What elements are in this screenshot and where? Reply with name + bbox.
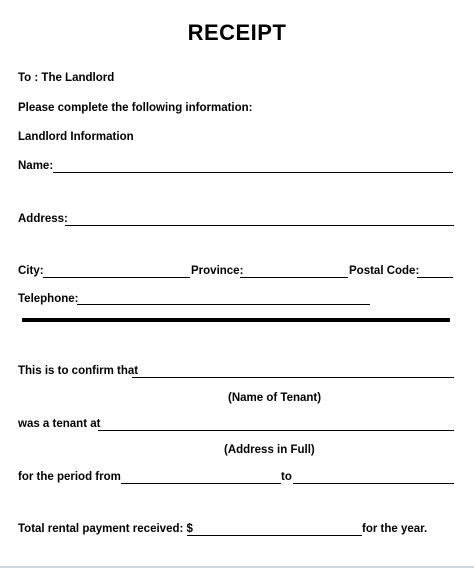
address-full-caption: (Address in Full) bbox=[224, 444, 315, 456]
name-label: Name: bbox=[18, 160, 54, 172]
postal-code-label: Postal Code: bbox=[349, 265, 420, 277]
tenant-at-label: was a tenant at bbox=[18, 418, 101, 430]
address-label: Address: bbox=[18, 213, 68, 225]
name-field-line[interactable] bbox=[53, 172, 453, 173]
tenant-name-caption: (Name of Tenant) bbox=[228, 392, 322, 404]
tenant-address-field-line[interactable] bbox=[98, 430, 454, 431]
period-from-label: for the period from bbox=[18, 471, 121, 483]
address-field-line[interactable] bbox=[65, 225, 454, 226]
instruction-text: Please complete the following information: bbox=[18, 102, 253, 114]
landlord-info-heading: Landlord Information bbox=[18, 131, 134, 143]
to-landlord-line: To : The Landlord bbox=[18, 72, 115, 84]
period-to-label: to bbox=[281, 471, 292, 483]
city-label: City: bbox=[18, 265, 44, 277]
confirm-intro-label: This is to confirm that bbox=[18, 365, 139, 377]
section-divider bbox=[22, 318, 450, 322]
period-to-field-line[interactable] bbox=[293, 483, 454, 484]
document-title: RECEIPT bbox=[187, 20, 287, 45]
province-field-line[interactable] bbox=[240, 277, 348, 278]
total-payment-label: Total rental payment received: $ bbox=[18, 523, 193, 535]
period-from-field-line[interactable] bbox=[121, 483, 281, 484]
city-field-line[interactable] bbox=[43, 277, 190, 278]
postal-code-field-line[interactable] bbox=[417, 277, 453, 278]
province-label: Province: bbox=[191, 265, 244, 277]
tenant-name-field-line[interactable] bbox=[132, 377, 454, 378]
telephone-field-line[interactable] bbox=[77, 304, 370, 305]
total-payment-field-line[interactable] bbox=[187, 535, 362, 536]
for-the-year-label: for the year. bbox=[362, 523, 428, 535]
telephone-label: Telephone: bbox=[18, 293, 79, 305]
